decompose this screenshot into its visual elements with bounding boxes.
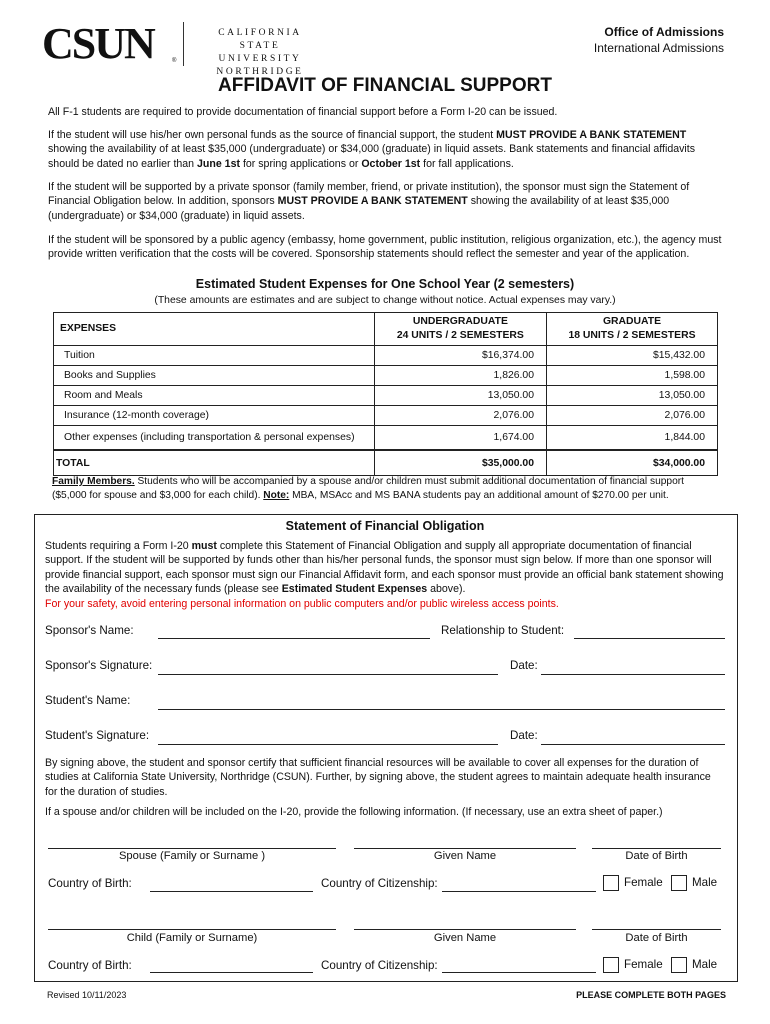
relationship-label: Relationship to Student:	[441, 624, 565, 637]
spouse-male-checkbox[interactable]	[671, 875, 687, 891]
row-label: Insurance (12-month coverage)	[54, 406, 375, 426]
child-surname-field[interactable]	[48, 929, 336, 930]
table-row	[54, 346, 718, 366]
student-name-field[interactable]	[158, 709, 725, 710]
text: MBA, MSAcc and MS BANA students pay an additional amount of $270.00 per unit.	[289, 490, 669, 502]
university-line: CALIFORNIA	[218, 28, 302, 38]
child-country-birth-field[interactable]	[150, 972, 313, 973]
university-line: NORTHRIDGE	[216, 67, 304, 77]
spouse-surname-label: Spouse (Family or Surname )	[118, 850, 266, 862]
text: showing the availability of at least $35,000 (undergraduate) or $34,000 (graduate) in liquid assets. Bank statements and financial affidavits should be dated no earlier than	[48, 143, 696, 170]
col-label: 18 UNITS / 2 SEMESTERS	[568, 330, 696, 341]
spouse-country-birth-field[interactable]	[150, 891, 313, 892]
student-date-field[interactable]	[541, 744, 725, 745]
row-undergrad-value: 1,674.00	[374, 426, 546, 451]
text: If the student will be supported by a private sponsor (family member, friend, or private institution), the sponsor must sign the Statement of Financial Obligation below. In addition, sponsors	[48, 181, 690, 208]
text: complete this Statement of Financial Obligation and supply all appropriate documentation of financial support. If the student will be supported by funds other than his/her personal funds, the sponsor must sign below. If more than one sponsor will provide financial support, each sponsor must sign our Financial Affidavit form, and each sponsor must provide an official bank statement showing the availability of the necessary funds (please see	[45, 540, 724, 596]
table-row	[54, 366, 718, 386]
text-bold: MUST PROVIDE A BANK STATEMENT	[496, 129, 687, 141]
student-date-label: Date:	[510, 729, 538, 742]
spouse-given-name-field[interactable]	[354, 848, 576, 849]
text: above).	[427, 583, 466, 596]
certification-text: By signing above, the student and sponsor certify that sufficient financial resources will be available to cover all expenses for the duration of studies at California State University, Northridge (CSUN). Further, by signing above, the student agrees to maintain adequate health insurance for the duration of studies.	[45, 757, 711, 798]
complete-both-pages: PLEASE COMPLETE BOTH PAGES	[576, 990, 726, 1000]
text: showing the availability of at least $35,000 (undergraduate) or $34,000 (graduate) in liquid assets.	[48, 195, 670, 222]
row-undergrad-value: 2,076.00	[374, 406, 546, 426]
col-undergraduate	[374, 313, 546, 346]
text-bold: MUST PROVIDE A BANK STATEMENT	[277, 195, 468, 208]
total-grad: $34,000.00	[546, 450, 717, 476]
table-row	[54, 426, 718, 451]
text-bold: October 1st	[361, 157, 421, 170]
child-female-checkbox[interactable]	[603, 957, 619, 973]
text-bold: Family Members.	[52, 476, 135, 487]
text: for spring applications or	[240, 157, 362, 170]
expenses-table	[53, 312, 718, 476]
text: for fall applications.	[420, 157, 514, 170]
text-bold: Note:	[263, 490, 290, 502]
sponsor-signature-label: Sponsor's Signature:	[45, 659, 153, 672]
sponsor-name-label: Sponsor's Name:	[45, 624, 134, 637]
spouse-country-birth-label: Country of Birth:	[48, 877, 132, 890]
total-row	[54, 450, 718, 476]
row-grad-value: 13,050.00	[546, 386, 717, 406]
safety-warning: For your safety, avoid entering personal information on public computers and/or public wireless access points.	[45, 597, 559, 610]
intro-paragraph-4: If the student will be sponsored by a public agency (embassy, home government, public institution, religious organization, etc.), the agency must provide written verification that the costs will be covered. Sponsorship statements should reflect the semester and year of the application.	[48, 234, 722, 261]
row-label: Other expenses (including transportation & personal expenses)	[54, 426, 375, 451]
child-male-checkbox[interactable]	[671, 957, 687, 973]
text: ($5,000 for spouse and $3,000 for each child).	[52, 490, 264, 502]
relationship-field[interactable]	[574, 638, 725, 639]
child-country-citizenship-field[interactable]	[442, 972, 596, 973]
logo-divider	[183, 22, 184, 66]
text-bold: Estimated Student Expenses	[281, 583, 428, 596]
col-graduate	[546, 313, 717, 346]
col-label: 24 UNITS / 2 SEMESTERS	[396, 330, 524, 341]
text: If the student will use his/her own personal funds as the source of financial support, the student	[48, 129, 497, 141]
text-bold: must	[191, 540, 217, 552]
child-given-name-label: Given Name	[433, 932, 497, 944]
table-row	[54, 386, 718, 406]
university-name	[196, 27, 324, 79]
row-undergrad-value: $16,374.00	[374, 346, 546, 366]
revised-date: Revised 10/11/2023	[47, 990, 127, 1000]
col-label: GRADUATE	[602, 316, 662, 327]
student-signature-label: Student's Signature:	[45, 729, 150, 742]
obligation-title: Statement of Financial Obligation	[285, 519, 485, 533]
spouse-dob-field[interactable]	[592, 848, 721, 849]
intro-paragraph-2	[48, 128, 728, 171]
row-grad-value: 1,598.00	[546, 366, 717, 386]
family-members-note	[52, 475, 742, 504]
spouse-male-label: Male	[692, 876, 718, 889]
office-info	[594, 24, 724, 56]
total-label: TOTAL	[54, 450, 375, 476]
table-row	[54, 406, 718, 426]
col-label: UNDERGRADUATE	[412, 316, 508, 327]
spouse-given-name-label: Given Name	[433, 850, 497, 862]
text: Students requiring a Form I-20	[45, 540, 192, 552]
child-country-citizenship-label: Country of Citizenship:	[321, 959, 438, 972]
child-surname-label: Child (Family or Surname)	[126, 932, 258, 944]
intro-paragraph-3	[48, 180, 728, 223]
student-name-label: Student's Name:	[45, 694, 131, 707]
child-female-label: Female	[624, 958, 663, 971]
obligation-paragraph	[45, 539, 730, 611]
spouse-female-checkbox[interactable]	[603, 875, 619, 891]
sponsor-name-field[interactable]	[158, 638, 430, 639]
text: Students who will be accompanied by a spouse and/or children must submit additional documentation of financial support	[134, 476, 684, 487]
child-male-label: Male	[692, 958, 718, 971]
spouse-country-citizenship-label: Country of Citizenship:	[321, 877, 438, 890]
row-label: Room and Meals	[54, 386, 375, 406]
row-undergrad-value: 1,826.00	[374, 366, 546, 386]
child-dob-field[interactable]	[592, 929, 721, 930]
spouse-surname-field[interactable]	[48, 848, 336, 849]
university-line: STATE UNIVERSITY	[218, 41, 302, 64]
expenses-title: Estimated Student Expenses for One School Year (2 semesters)	[195, 277, 575, 291]
child-given-name-field[interactable]	[354, 929, 576, 930]
row-label: Books and Supplies	[54, 366, 375, 386]
office-title: Office of Admissions	[604, 25, 724, 39]
page-title: AFFIDAVIT OF FINANCIAL SUPPORT	[218, 75, 552, 96]
csun-logo: CSUN	[42, 19, 154, 68]
sponsor-date-field[interactable]	[541, 674, 725, 675]
text-bold: June 1st	[197, 157, 240, 170]
total-undergrad: $35,000.00	[374, 450, 546, 476]
sponsor-signature-field[interactable]	[158, 674, 498, 675]
col-expenses: EXPENSES	[54, 313, 375, 346]
row-grad-value: 1,844.00	[546, 426, 717, 451]
student-signature-field[interactable]	[158, 744, 498, 745]
expenses-note: (These amounts are estimates and are subject to change without notice. Actual expenses may vary.)	[154, 295, 616, 306]
child-dob-label: Date of Birth	[625, 932, 688, 944]
logo-trademark: ®	[172, 58, 177, 64]
row-undergrad-value: 13,050.00	[374, 386, 546, 406]
row-label: Tuition	[54, 346, 375, 366]
table-header-row	[54, 313, 718, 346]
spouse-dob-label: Date of Birth	[625, 850, 688, 862]
child-country-birth-label: Country of Birth:	[48, 959, 132, 972]
intro-paragraph-1: All F-1 students are required to provide documentation of financial support before a Form I-20 can be issued.	[48, 106, 558, 118]
spouse-intro-text: If a spouse and/or children will be included on the I-20, provide the following information. (If necessary, use an extra sheet of paper.)	[45, 806, 663, 818]
spouse-female-label: Female	[624, 876, 663, 889]
office-subtitle: International Admissions	[593, 41, 724, 55]
sponsor-date-label: Date:	[510, 659, 538, 672]
row-grad-value: 2,076.00	[546, 406, 717, 426]
row-grad-value: $15,432.00	[546, 346, 717, 366]
spouse-country-citizenship-field[interactable]	[442, 891, 596, 892]
